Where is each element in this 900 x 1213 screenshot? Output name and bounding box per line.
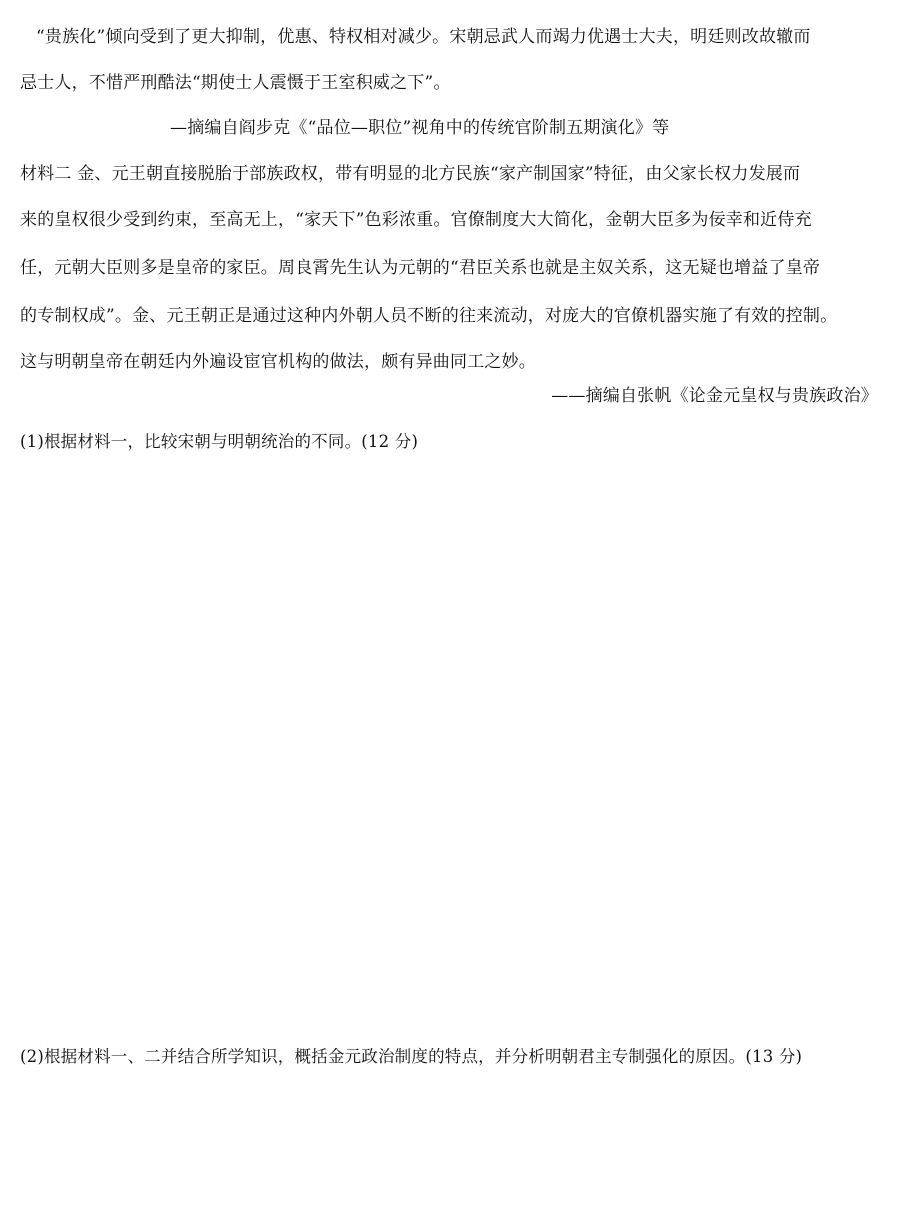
question-1: (1)根据材料一，比较宋朝与明朝统治的不同。(12 分) <box>20 432 419 451</box>
text-line: “贵族化”倾向受到了更大抑制，优惠、特权相对减少。宋朝忌武人而竭力优遇士大夫，明廷则改故辙而 <box>36 27 811 47</box>
text-line: 材料二 金、元王朝直接脱胎于部族政权，带有明显的北方民族“家产制国家”特征，由父家长权力发展而 <box>20 164 801 184</box>
source-citation: —摘编自阎步克《“品位—职位”视角中的传统官阶制五期演化》等 <box>170 118 670 138</box>
text-line: 忌士人，不惜严刑酷法“期使士人震慑于王室积威之下”。 <box>20 73 451 93</box>
text-line: 这与明朝皇帝在朝廷内外遍设宦官机构的做法，颇有异曲同工之妙。 <box>20 352 536 372</box>
text-line: 任，元朝大臣则多是皇帝的家臣。周良霄先生认为元朝的“君臣关系也就是主奴关系，这无疑也增益了皇帝 <box>20 258 821 278</box>
text-line: 的专制权成”。金、元王朝正是通过这种内外朝人员不断的往来流动，对庞大的官僚机器实施了有效的控制。 <box>20 306 838 326</box>
source-citation: ——摘编自张帆《论金元皇权与贵族政治》 <box>551 386 878 406</box>
question-2: (2)根据材料一、二并结合所学知识，概括金元政治制度的特点，并分析明朝君主专制强化的原因。(13 分) <box>20 1047 803 1066</box>
text-line: 来的皇权很少受到约束，至高无上，“家天下”色彩浓重。官僚制度大大简化，金朝大臣多为佞幸和近侍充 <box>20 210 812 230</box>
